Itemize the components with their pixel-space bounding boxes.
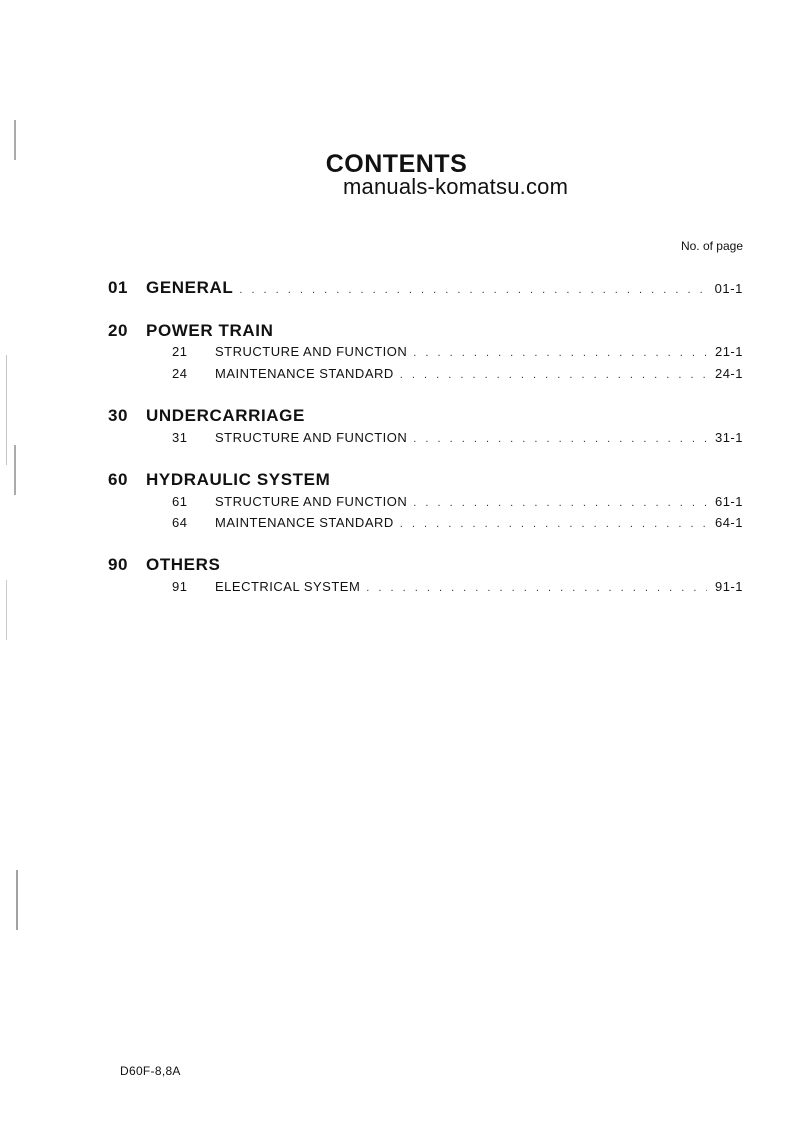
section-title: UNDERCARRIAGE <box>146 406 305 425</box>
toc-item-64[interactable] <box>108 515 743 530</box>
item-number: 21 <box>172 344 188 359</box>
section-number: 20 <box>108 321 129 340</box>
scan-mark <box>14 120 16 160</box>
item-page: 21-1 <box>714 344 743 359</box>
leader-dots <box>413 497 707 509</box>
item-page: 61-1 <box>714 494 743 509</box>
item-title: STRUCTURE AND FUNCTION <box>215 494 408 509</box>
toc-section-undercarriage <box>108 406 305 426</box>
page-number-column-header: No. of page <box>680 239 743 253</box>
scan-mark <box>16 870 18 930</box>
toc-item-24[interactable] <box>108 366 743 381</box>
leader-dots <box>366 582 707 594</box>
section-title: HYDRAULIC SYSTEM <box>146 470 331 489</box>
leader-dots <box>413 347 707 359</box>
item-number: 91 <box>172 579 188 594</box>
toc-section-general[interactable] <box>108 278 743 298</box>
document-code-footer: D60F-8,8A <box>120 1064 181 1078</box>
item-title: ELECTRICAL SYSTEM <box>215 579 361 594</box>
item-number: 61 <box>172 494 188 509</box>
item-number: 31 <box>172 430 188 445</box>
page-title: CONTENTS <box>325 150 468 178</box>
watermark-text: manuals-komatsu.com <box>343 174 569 199</box>
leader-dots <box>413 433 707 445</box>
scan-mark <box>14 445 16 495</box>
section-number: 01 <box>108 278 129 297</box>
scan-mark <box>6 580 7 640</box>
section-page: 01-1 <box>714 281 743 296</box>
item-page: 24-1 <box>714 366 743 381</box>
item-page: 91-1 <box>714 579 743 594</box>
item-title: STRUCTURE AND FUNCTION <box>215 430 408 445</box>
item-title: MAINTENANCE STANDARD <box>215 515 394 530</box>
item-number: 24 <box>172 366 188 381</box>
section-number: 60 <box>108 470 129 489</box>
toc-item-31[interactable] <box>108 430 743 445</box>
toc-item-91[interactable] <box>108 579 743 594</box>
item-title: STRUCTURE AND FUNCTION <box>215 344 408 359</box>
section-number: 30 <box>108 406 129 425</box>
section-title: OTHERS <box>146 555 221 574</box>
item-page: 64-1 <box>714 515 743 530</box>
leader-dots <box>239 284 706 296</box>
leader-dots <box>400 369 707 381</box>
item-title: MAINTENANCE STANDARD <box>215 366 394 381</box>
section-title: POWER TRAIN <box>146 321 274 340</box>
section-title: GENERAL <box>146 278 234 297</box>
leader-dots <box>400 518 707 530</box>
toc-item-61[interactable] <box>108 494 743 509</box>
toc-section-hydraulic-system <box>108 470 330 490</box>
toc-section-power-train <box>108 321 273 341</box>
toc-section-others <box>108 555 220 575</box>
scan-mark <box>6 355 7 465</box>
item-page: 31-1 <box>714 430 743 445</box>
section-number: 90 <box>108 555 129 574</box>
toc-item-21[interactable] <box>108 344 743 359</box>
item-number: 64 <box>172 515 188 530</box>
